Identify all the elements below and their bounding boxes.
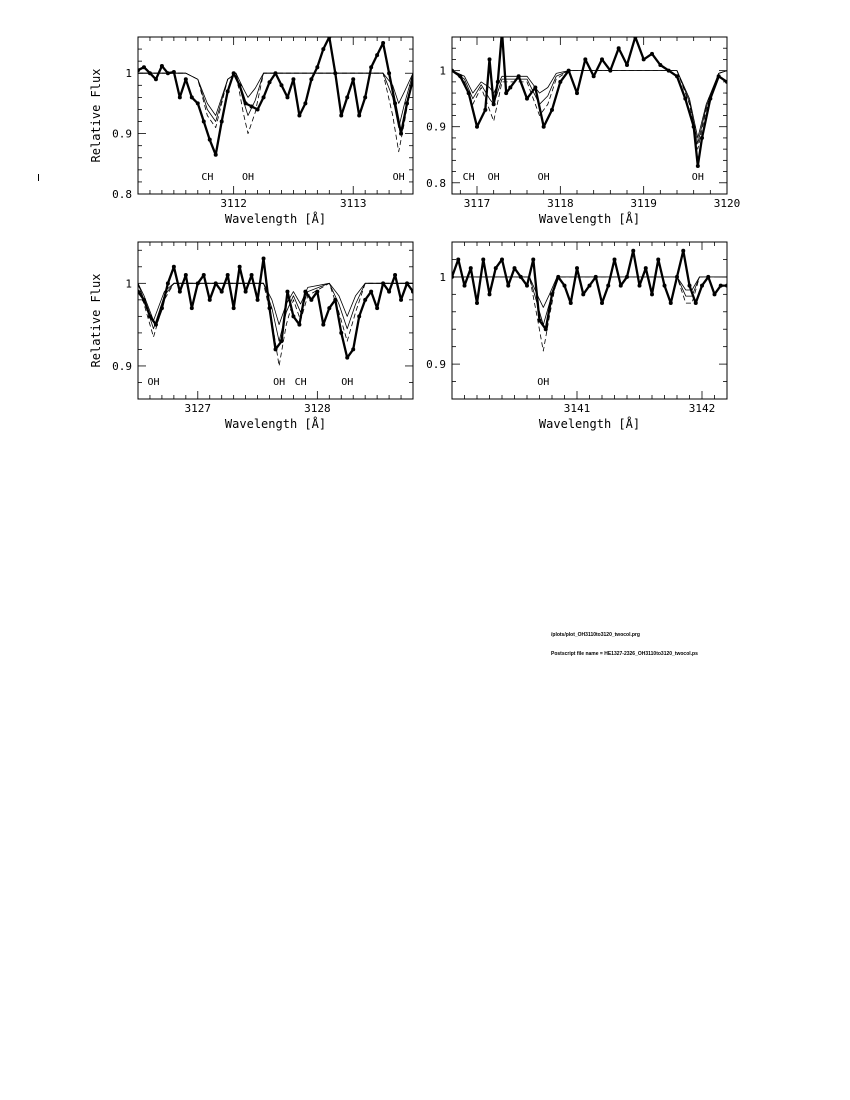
data-point (279, 339, 283, 343)
data-point (638, 284, 642, 288)
data-point (202, 120, 206, 124)
data-point (327, 35, 331, 39)
data-point (333, 298, 337, 302)
data-point (154, 323, 158, 327)
data-point (588, 284, 592, 288)
line-id-label: OH (487, 172, 500, 183)
data-point (351, 347, 355, 351)
data-point (309, 77, 313, 81)
y-tick-label: 1 (439, 64, 446, 78)
data-point (321, 47, 325, 51)
data-point (262, 257, 266, 261)
data-point (291, 77, 295, 81)
data-point (513, 266, 517, 270)
data-point (250, 273, 254, 277)
data-point (504, 91, 508, 95)
data-point (575, 266, 579, 270)
data-point (594, 275, 598, 279)
data-point (363, 95, 367, 99)
y-axis-label: Relative Flux (89, 68, 103, 163)
data-point (456, 257, 460, 261)
data-point (405, 101, 409, 105)
plot-frame (452, 37, 727, 194)
data-point (232, 71, 236, 75)
data-point (285, 95, 289, 99)
data-point (517, 74, 521, 78)
data-point (369, 65, 373, 69)
line-id-label: OH (537, 377, 550, 388)
data-point (717, 74, 721, 78)
y-tick-label: 1 (125, 67, 132, 81)
data-point (700, 284, 704, 288)
series-group (450, 29, 729, 168)
data-point (683, 97, 687, 101)
data-point (467, 91, 471, 95)
footer-program-path: /plots/plot_OH3110to3120_twocol.prg (551, 632, 640, 638)
data-point (656, 257, 660, 261)
data-point (450, 275, 454, 279)
data-point (669, 301, 673, 305)
data-point (463, 284, 467, 288)
data-point (600, 301, 604, 305)
data-point (488, 57, 492, 61)
data-point (297, 323, 301, 327)
data-point (606, 284, 610, 288)
x-tick-label: 3128 (304, 402, 331, 415)
data-point (667, 69, 671, 73)
series-group (136, 35, 415, 157)
line-id-label: OH (241, 172, 255, 183)
data-point (190, 95, 194, 99)
x-axis-label: Wavelength [Å] (538, 417, 641, 431)
data-point (575, 91, 579, 95)
data-point (190, 306, 194, 310)
data-point (644, 266, 648, 270)
data-point (256, 107, 260, 111)
x-axis-label: Wavelength [Å] (538, 212, 641, 226)
data-point (475, 301, 479, 305)
data-point (631, 249, 635, 253)
data-point (694, 301, 698, 305)
observed-spectrum-line (138, 259, 413, 358)
data-point (556, 275, 560, 279)
data-point (285, 290, 289, 294)
data-point (405, 281, 409, 285)
data-point (202, 273, 206, 277)
x-axis-label: Wavelength [Å] (224, 212, 327, 226)
data-point (196, 281, 200, 285)
data-point (220, 290, 224, 294)
data-point (363, 298, 367, 302)
data-point (506, 284, 510, 288)
data-point (369, 290, 373, 294)
panel-1 (89, 35, 415, 226)
data-point (399, 298, 403, 302)
plot-frame (138, 242, 413, 399)
data-point (279, 83, 283, 87)
data-point (450, 69, 454, 73)
data-point (238, 83, 242, 87)
data-point (496, 80, 500, 84)
data-point (214, 153, 218, 157)
data-point (268, 306, 272, 310)
y-axis-label: Relative Flux (89, 273, 103, 368)
synthetic-spectrum-line (452, 71, 727, 150)
data-point (387, 290, 391, 294)
data-point (542, 125, 546, 129)
data-point (469, 266, 473, 270)
data-point (538, 319, 542, 323)
data-point (713, 292, 717, 296)
data-point (303, 101, 307, 105)
data-point (525, 284, 529, 288)
data-point (558, 80, 562, 84)
data-point (160, 306, 164, 310)
x-tick-label: 3120 (713, 197, 741, 210)
data-point (533, 85, 537, 89)
data-point (633, 35, 637, 39)
data-point (244, 101, 248, 105)
data-point (208, 138, 212, 142)
data-point (613, 257, 617, 261)
data-point (550, 108, 554, 112)
line-id-label: OH (537, 172, 550, 183)
data-point (274, 71, 278, 75)
data-point (291, 314, 295, 318)
data-point (500, 29, 504, 33)
synthetic-spectrum-line (452, 71, 727, 144)
x-tick-label: 3127 (184, 402, 212, 415)
data-point (650, 52, 654, 56)
data-point (214, 281, 218, 285)
y-tick-label: 0.9 (112, 359, 132, 373)
panel-2 (426, 29, 740, 226)
data-point (250, 104, 254, 108)
data-point (220, 120, 224, 124)
data-point (525, 97, 529, 101)
x-tick-label: 3112 (220, 197, 247, 210)
x-tick-label: 3118 (547, 197, 574, 210)
data-point (184, 77, 188, 81)
data-point (274, 347, 278, 351)
data-point (351, 77, 355, 81)
series-group (450, 249, 729, 351)
data-point (315, 290, 319, 294)
data-point (642, 57, 646, 61)
data-point (625, 275, 629, 279)
data-point (226, 273, 230, 277)
data-point (196, 101, 200, 105)
data-point (136, 68, 140, 72)
data-point (375, 306, 379, 310)
data-point (519, 275, 523, 279)
data-point (393, 273, 397, 277)
data-point (256, 298, 260, 302)
data-point (481, 257, 485, 261)
x-tick-label: 3141 (563, 402, 591, 415)
data-point (339, 331, 343, 335)
data-point (725, 284, 729, 288)
data-point (719, 284, 723, 288)
line-id-label: OH (147, 377, 160, 388)
data-point (345, 95, 349, 99)
data-point (339, 114, 343, 118)
data-point (508, 85, 512, 89)
line-id-label: OH (691, 172, 704, 183)
data-point (475, 125, 479, 129)
data-point (608, 69, 612, 73)
data-point (483, 108, 487, 112)
data-point (262, 95, 266, 99)
data-point (583, 57, 587, 61)
data-point (663, 284, 667, 288)
panel-4 (426, 242, 729, 431)
data-point (500, 257, 504, 261)
data-point (148, 314, 152, 318)
line-id-label: CH (462, 172, 475, 183)
data-point (544, 327, 548, 331)
data-point (297, 114, 301, 118)
plot-frame (138, 37, 413, 194)
data-point (166, 281, 170, 285)
y-tick-label: 0.8 (426, 176, 446, 190)
data-point (381, 281, 385, 285)
data-point (550, 292, 554, 296)
data-point (494, 266, 498, 270)
synthetic-spectrum-line (452, 277, 727, 351)
data-point (357, 314, 361, 318)
data-point (411, 77, 415, 81)
data-point (238, 265, 242, 269)
data-point (706, 275, 710, 279)
series-group (136, 257, 415, 366)
data-point (700, 136, 704, 140)
data-point (531, 257, 535, 261)
data-point (581, 292, 585, 296)
y-tick-label: 0.9 (426, 358, 446, 372)
y-tick-label: 1 (439, 270, 446, 284)
data-point (148, 71, 152, 75)
data-point (675, 74, 679, 78)
data-point (136, 290, 140, 294)
data-point (232, 306, 236, 310)
data-point (692, 125, 696, 129)
data-point (184, 273, 188, 277)
data-point (675, 275, 679, 279)
data-point (321, 323, 325, 327)
data-point (617, 46, 621, 50)
data-point (488, 292, 492, 296)
y-tick-label: 0.9 (112, 127, 132, 141)
data-point (208, 298, 212, 302)
data-point (387, 71, 391, 75)
data-point (625, 63, 629, 67)
line-id-label: CH (201, 172, 214, 183)
data-point (696, 164, 700, 168)
data-point (142, 298, 146, 302)
data-point (399, 132, 403, 136)
data-point (226, 89, 230, 93)
data-point (142, 65, 146, 69)
synthetic-spectrum-line (138, 73, 413, 152)
data-point (492, 102, 496, 106)
y-tick-label: 0.8 (112, 188, 132, 201)
line-id-label: OH (273, 377, 286, 388)
data-point (154, 77, 158, 81)
data-point (315, 65, 319, 69)
data-point (345, 356, 349, 360)
data-point (375, 53, 379, 57)
data-point (333, 71, 337, 75)
data-point (600, 57, 604, 61)
data-point (357, 114, 361, 118)
data-point (172, 70, 176, 74)
x-tick-label: 3113 (339, 197, 367, 210)
data-point (244, 290, 248, 294)
data-point (268, 80, 272, 84)
data-point (160, 64, 164, 68)
data-point (569, 301, 573, 305)
data-point (178, 290, 182, 294)
x-tick-label: 3117 (463, 197, 491, 210)
data-point (166, 71, 170, 75)
synthetic-spectrum-line (138, 73, 413, 127)
data-point (563, 284, 567, 288)
data-point (327, 306, 331, 310)
data-point (708, 97, 712, 101)
data-point (381, 41, 385, 45)
data-point (688, 284, 692, 288)
line-id-label: OH (392, 172, 405, 183)
data-point (393, 101, 397, 105)
data-point (658, 63, 662, 67)
data-point (619, 284, 623, 288)
data-point (592, 74, 596, 78)
data-point (411, 290, 415, 294)
data-point (567, 69, 571, 73)
footer-postscript-name: Postscript file name = HE1327-2326_OH3110to3120_twocol.ps (551, 651, 698, 657)
data-point (178, 95, 182, 99)
data-point (303, 290, 307, 294)
data-point (681, 249, 685, 253)
stray-tick-mark (38, 174, 39, 181)
x-axis-label: Wavelength [Å] (224, 417, 327, 431)
line-id-label: CH (294, 377, 307, 388)
x-tick-label: 3119 (630, 197, 657, 210)
line-id-label: OH (341, 377, 354, 388)
data-point (172, 265, 176, 269)
y-tick-label: 0.9 (426, 120, 446, 134)
x-tick-label: 3142 (688, 402, 716, 415)
data-point (309, 298, 313, 302)
data-point (458, 74, 462, 78)
data-point (650, 292, 654, 296)
y-tick-label: 1 (125, 277, 132, 291)
data-point (725, 80, 729, 84)
panel-3 (89, 242, 415, 431)
